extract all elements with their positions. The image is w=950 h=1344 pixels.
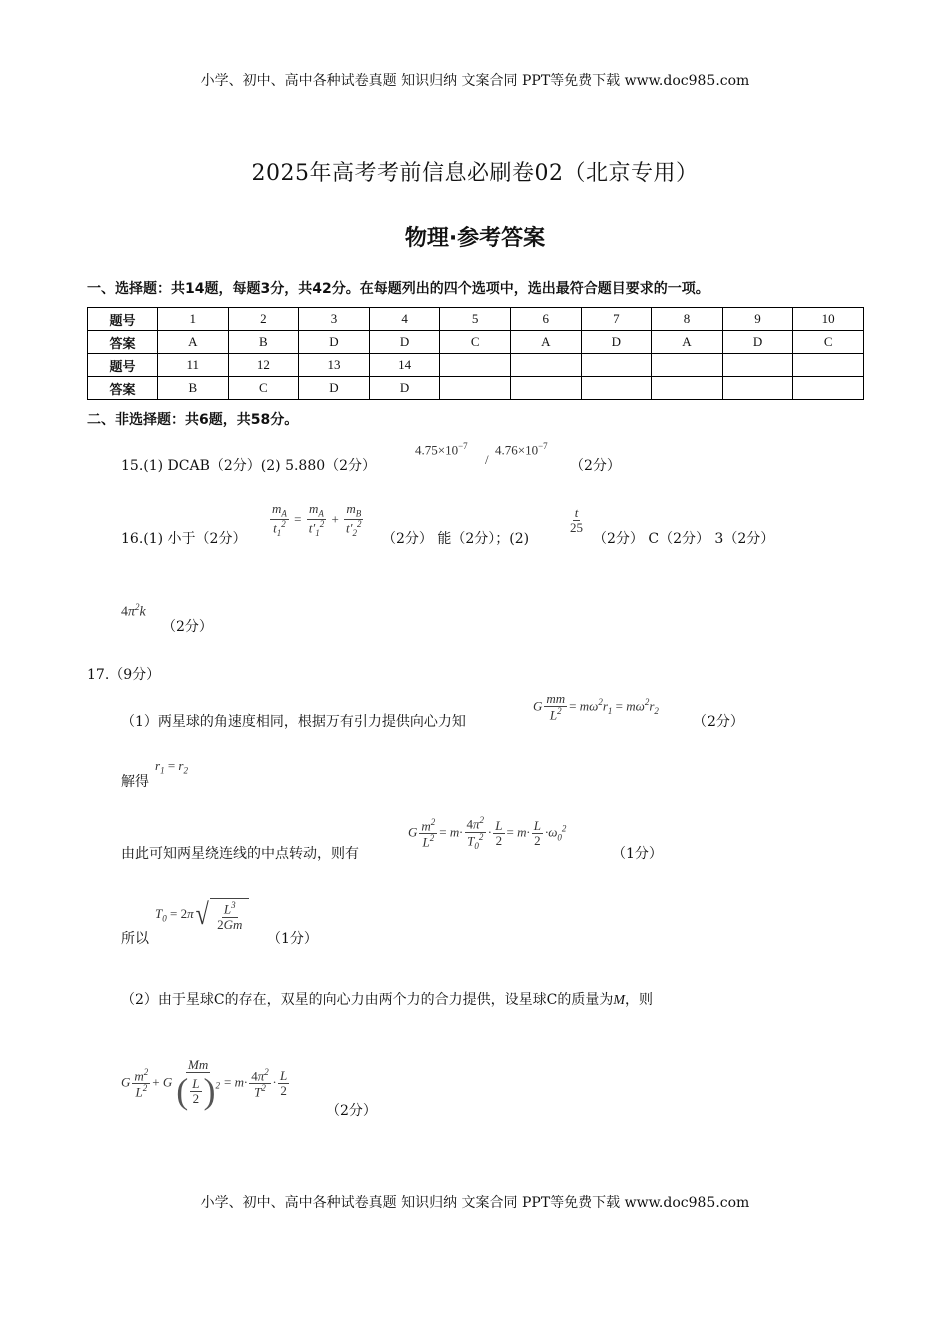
table-header-cell: 答案 bbox=[88, 331, 158, 354]
q15-value-2 bbox=[495, 441, 548, 458]
section-1-heading: 一、选择题：共14题，每题3分，共42分。在每题列出的四个选项中，选出最符合题目要求的一项。 bbox=[87, 281, 710, 297]
table-cell: 10 bbox=[793, 308, 864, 331]
table-cell: 6 bbox=[510, 308, 581, 331]
table-cell: B bbox=[228, 331, 299, 354]
table-cell: 4 bbox=[369, 308, 440, 331]
q17-p5 bbox=[121, 989, 653, 1009]
q15-value-2-base: 4.76×10 bbox=[495, 442, 539, 458]
table-cell bbox=[652, 354, 723, 377]
q17-formula-4: $T_0 = 2\pi$ √ $\frac{L^3}{2Gm}$ bbox=[155, 898, 249, 932]
q17-p2: 解得 bbox=[121, 774, 149, 790]
table-cell: C bbox=[228, 377, 299, 400]
table-cell: D bbox=[722, 331, 793, 354]
table-row bbox=[88, 331, 864, 354]
table-cell: A bbox=[510, 331, 581, 354]
table-cell: B bbox=[158, 377, 229, 400]
table-row bbox=[88, 377, 864, 400]
table-cell bbox=[581, 354, 652, 377]
table-cell: D bbox=[299, 331, 370, 354]
q17-p5-end: ，则 bbox=[625, 992, 654, 1008]
table-cell: 13 bbox=[299, 354, 370, 377]
table-cell: D bbox=[369, 331, 440, 354]
table-cell: 2 bbox=[228, 308, 299, 331]
q16-fraction-den: 25 bbox=[570, 520, 583, 536]
q16-formula-momentum: $\frac{m_A}{t_1^2}$ = $\frac{m_A}{t'_1^2}$ + $\frac{m_B}{t'_2^2}$ bbox=[272, 501, 362, 539]
table-cell bbox=[440, 377, 511, 400]
page-header: 小学、初中、高中各种试卷真题 知识归纳 文案合同 PPT等免费下载 www.doc985.com bbox=[200, 73, 750, 89]
q17-formula-6: G $\frac{m^2}{L^2}$ + G Mm ( $\frac{L}{2}$ ) $^2$ = m· $\frac{4\pi^2}{T^2}$ · $\frac{L}{2}$ bbox=[121, 1057, 288, 1112]
q17-p5-text: （2）由于星球C的存在，双星的向心力由两个力的合力提供，设星球C的质量为 bbox=[121, 992, 614, 1008]
table-cell bbox=[581, 377, 652, 400]
table-cell: A bbox=[652, 331, 723, 354]
q16-fraction-num: t bbox=[574, 505, 579, 520]
table-cell bbox=[652, 377, 723, 400]
q17-p1-score: （2分） bbox=[693, 714, 744, 730]
q15-text: 15.(1) DCAB（2分）(2) 5.880（2分） bbox=[121, 458, 377, 474]
q17-p5-var: M bbox=[613, 993, 626, 1008]
table-cell: 5 bbox=[440, 308, 511, 331]
section-2-heading: 二、非选择题：共6题，共58分。 bbox=[87, 412, 299, 428]
table-cell: 12 bbox=[228, 354, 299, 377]
q17-p3-score: （1分） bbox=[612, 846, 663, 862]
page-footer: 小学、初中、高中各种试卷真题 知识归纳 文案合同 PPT等免费下载 www.doc985.com bbox=[200, 1195, 750, 1211]
q17-formula-1: G $\frac{mm}{L^2}$ = $m\omega^2r_1 = m\omega^2r_2$ bbox=[533, 691, 659, 723]
table-cell: 8 bbox=[652, 308, 723, 331]
q16-formula-4pi2k: $4\pi^2k$ bbox=[121, 602, 146, 620]
q17-p1: （1）两星球的角速度相同，根据万有引力提供向心力知 bbox=[121, 714, 466, 730]
table-cell: 14 bbox=[369, 354, 440, 377]
q15-value-2-exp: −7 bbox=[538, 441, 548, 451]
table-cell: D bbox=[369, 377, 440, 400]
q15-value-1 bbox=[415, 441, 468, 458]
q16-line2-score: （2分） bbox=[162, 619, 213, 635]
q16-fraction bbox=[566, 506, 587, 536]
table-cell bbox=[722, 377, 793, 400]
table-cell: C bbox=[793, 331, 864, 354]
answer-table bbox=[87, 307, 864, 400]
q15-value-1-base: 4.75×10 bbox=[415, 442, 459, 458]
table-cell: C bbox=[440, 331, 511, 354]
q16-mid-1: （2分） 能（2分）；(2) bbox=[382, 531, 530, 547]
table-cell: 7 bbox=[581, 308, 652, 331]
table-cell bbox=[793, 354, 864, 377]
q15-value-1-exp: −7 bbox=[458, 441, 468, 451]
q17-p3: 由此可知两星绕连线的中点转动，则有 bbox=[121, 846, 359, 862]
page-subtitle: 物理·参考答案 bbox=[404, 226, 546, 251]
table-cell: 9 bbox=[722, 308, 793, 331]
q17-p4: 所以 bbox=[121, 931, 149, 947]
table-cell: 11 bbox=[158, 354, 229, 377]
table-cell: A bbox=[158, 331, 229, 354]
table-cell bbox=[510, 377, 581, 400]
table-row bbox=[88, 308, 864, 331]
table-cell bbox=[440, 354, 511, 377]
q17-p4-score: （1分） bbox=[267, 931, 318, 947]
q16-prefix: 16.(1) 小于（2分） bbox=[121, 531, 247, 547]
table-header-cell: 答案 bbox=[88, 377, 158, 400]
table-cell: D bbox=[299, 377, 370, 400]
q17-formula-3: G $\frac{m^2}{L^2}$ = m· $\frac{4\pi^2}{T_0^2}$ · $\frac{L}{2}$ = m· $\frac{L}{2}$ $\cdot\omega_0^2$ bbox=[408, 815, 567, 851]
table-cell: 3 bbox=[299, 308, 370, 331]
page-title: 2025年高考考前信息必刷卷02（北京专用） bbox=[251, 161, 699, 186]
table-header-cell: 题号 bbox=[88, 354, 158, 377]
q15-score: （2分） bbox=[570, 458, 621, 474]
q16-mid-2: （2分） C（2分） 3（2分） bbox=[593, 531, 775, 547]
q17-heading: 17.（9分） bbox=[87, 667, 161, 683]
table-cell bbox=[722, 354, 793, 377]
table-header-cell: 题号 bbox=[88, 308, 158, 331]
q15-slash: / bbox=[485, 452, 489, 467]
q17-p6-score: （2分） bbox=[326, 1103, 377, 1119]
table-cell: 1 bbox=[158, 308, 229, 331]
q17-formula-2: $r_1 = r_2$ bbox=[155, 758, 188, 776]
table-cell bbox=[793, 377, 864, 400]
table-row bbox=[88, 354, 864, 377]
table-cell bbox=[510, 354, 581, 377]
table-cell: D bbox=[581, 331, 652, 354]
